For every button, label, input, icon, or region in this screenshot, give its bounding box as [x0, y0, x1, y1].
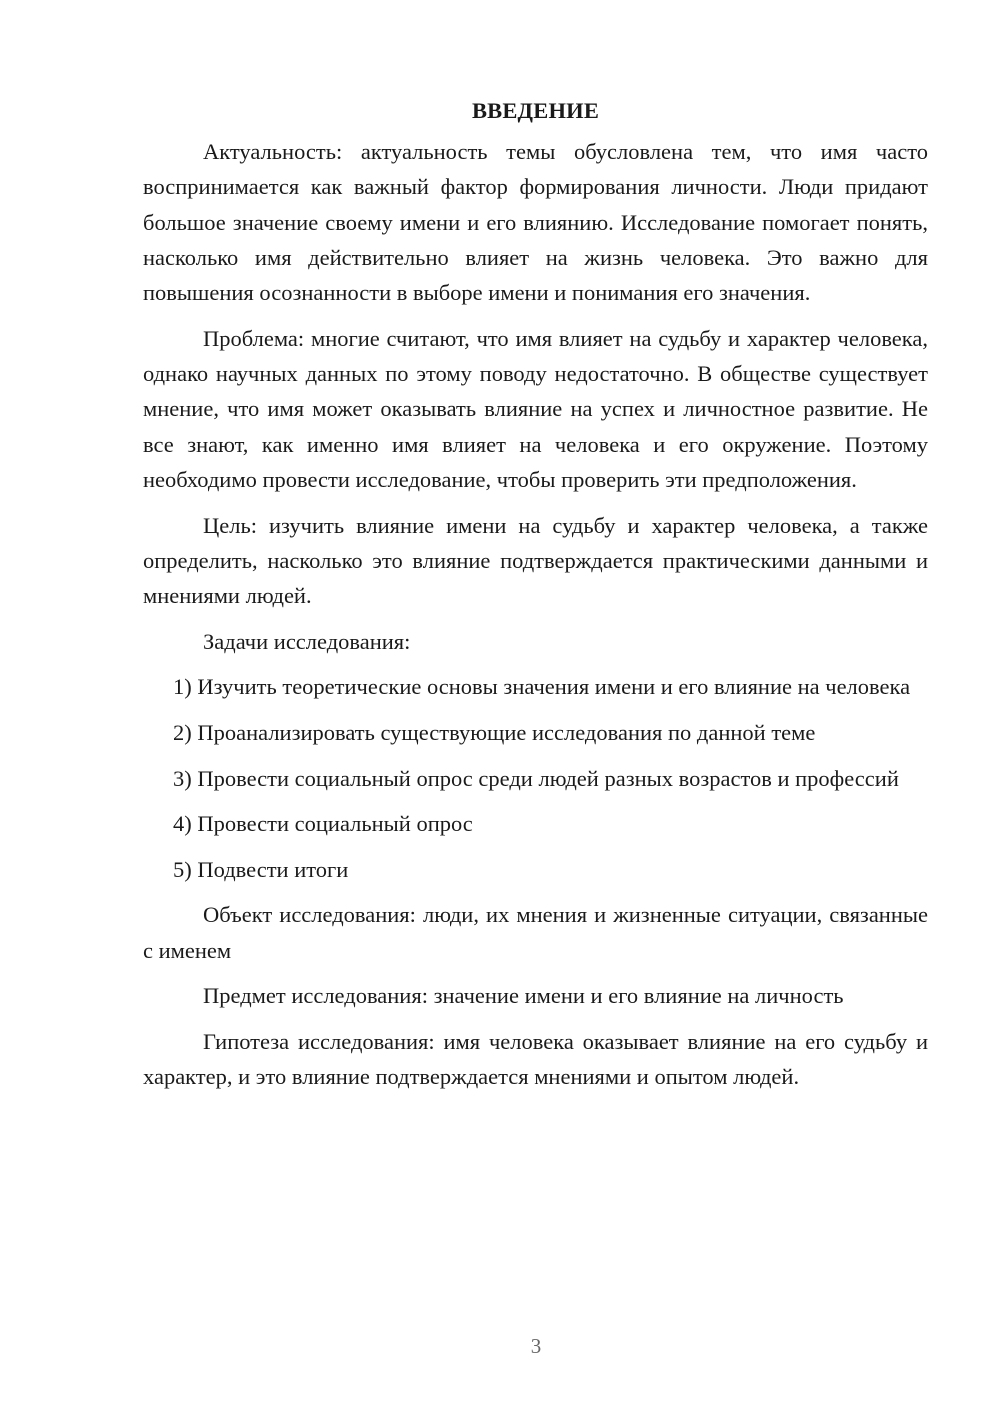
page-number: 3 [530, 1334, 542, 1358]
task-item-4: 4) Провести социальный опрос [173, 811, 473, 837]
task-item-3: 3) Провести социальный опрос среди людей разных возрастов и профессий [173, 765, 899, 791]
problem-paragraph: Проблема: многие считают, что имя влияет на судьбу и характер человека, однако научных данных по этому поводу недостаточно. В обществе существует мнение, что имя может оказывать влияние на успех и личностное развитие. Не все знают, как именно имя влияет на человека и его окружение. Поэтому необходимо провести исследование, чтобы проверить эти предположения. [143, 325, 928, 492]
hypothesis-paragraph: Гипотеза исследования: имя человека оказывает влияние на его судьбу и характер, и это влияние подтверждается мнениями и опытом людей. [143, 1028, 928, 1090]
section-heading: ВВЕДЕНИЕ [471, 98, 600, 123]
relevance-paragraph: Актуальность: актуальность темы обусловлена тем, что имя часто воспринимается как важный фактор формирования личности. Люди придают большое значение своему имени и его влиянию. Исследование помогает понять, насколько имя действительно влияет на жизнь человека. Это важно для повышения осознанности в выборе имени и понимания его значения. [143, 139, 928, 306]
document-body [143, 93, 928, 1094]
task-item-5: 5) Подвести итоги [173, 856, 349, 882]
object-paragraph: Объект исследования: люди, их мнения и жизненные ситуации, связанные с именем [143, 902, 928, 963]
task-item-1: 1) Изучить теоретические основы значения имени и его влияние на человека [173, 674, 911, 700]
goal-paragraph: Цель: изучить влияние имени на судьбу и характер человека, а также определить, насколько это влияние подтверждается практическими данными и мнениями людей. [143, 512, 928, 609]
tasks-title: Задачи исследования: [203, 628, 411, 654]
task-item-2: 2) Проанализировать существующие исследования по данной теме [173, 719, 816, 745]
subject-paragraph: Предмет исследования: значение имени и его влияние на личность [203, 983, 844, 1009]
